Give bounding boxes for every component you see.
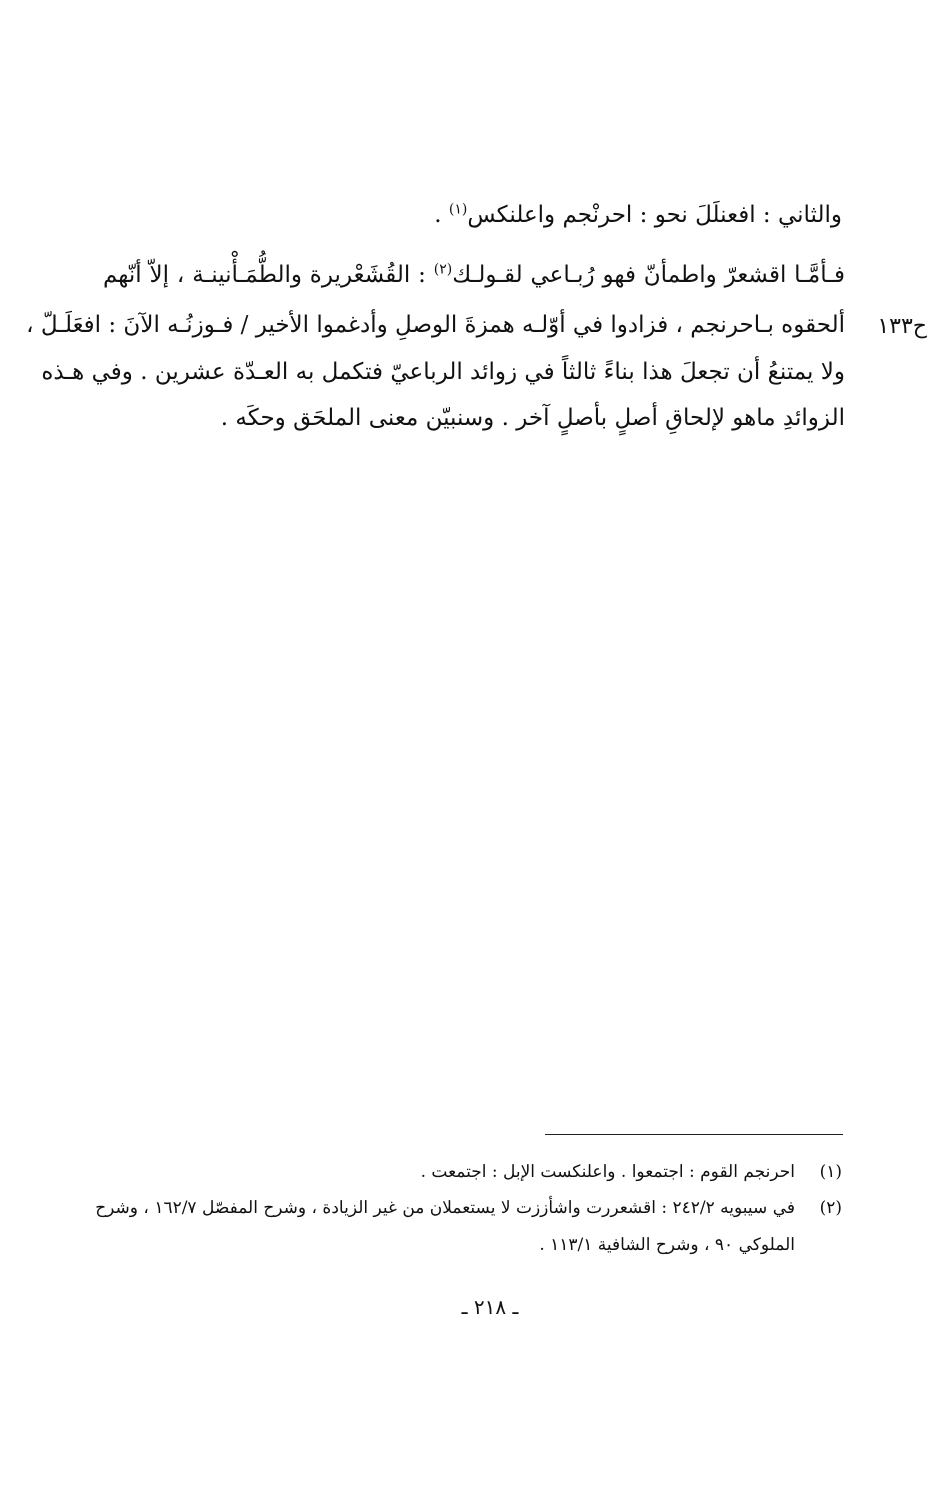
text-line-1: [434, 200, 842, 230]
footnote-2-text-continued: الملوكي ٩٠ ، وشرح الشافية ١١٣/١ .: [539, 1235, 795, 1255]
footnote-2-text: في سيبويه ٢٤٢/٢ : اقشعررت واشأززت لا يستعملان من غير الزيادة ، وشرح المفصّل ١٦٢/٧ ، وشرح: [95, 1198, 795, 1218]
footnote-ref-2: (٢): [433, 261, 453, 278]
text-line-5: الزوائدِ ماهو لإلحاقِ أصلٍ بأصلٍ آخر . وسنبيّن معنى الملحَق وحكَه .: [220, 405, 845, 431]
footnote-separator: [545, 1134, 843, 1135]
line-2-text-b: : القُشَعْريرة والطُّمَـأْنينـة ، إلاّ أنّهم: [103, 262, 434, 288]
footnote-1-text: احرنجم القوم : اجتمعوا . واعلنكست الإبل : اجتمعت .: [420, 1162, 795, 1182]
line-2-text-a: فـأمَّـا اقشعرّ واطمأنّ فهو رُبـاعي لقـولـك: [452, 262, 845, 288]
footnote-ref-1: (١): [448, 201, 468, 218]
text-line-3: ألحقوه بـاحرنجم ، فزادوا في أوّلـه همزةَ الوصلِ وأدغموا الأخير / فـوزنُـه الآنَ : افعَلَـلّ ،: [26, 312, 845, 338]
text-line-4: ولا يمتنعُ أن تجعلَ هذا بناءً ثالثاً في زوائد الرباعيّ فتكمل به العـدّة عشرين . وفي هـذه: [41, 359, 845, 385]
margin-reference: ح١٣٣: [877, 314, 927, 339]
line-1-text: والثاني : افعنلَلَ نحو : احرنْجم واعلنكس: [467, 202, 842, 228]
line-1-end: .: [434, 202, 449, 228]
footnote-1-number: (١): [819, 1162, 842, 1182]
text-line-2: [103, 260, 845, 290]
page-number: ـ ٢١٨ ـ: [461, 1295, 519, 1319]
footnote-2-number: (٢): [819, 1198, 842, 1218]
